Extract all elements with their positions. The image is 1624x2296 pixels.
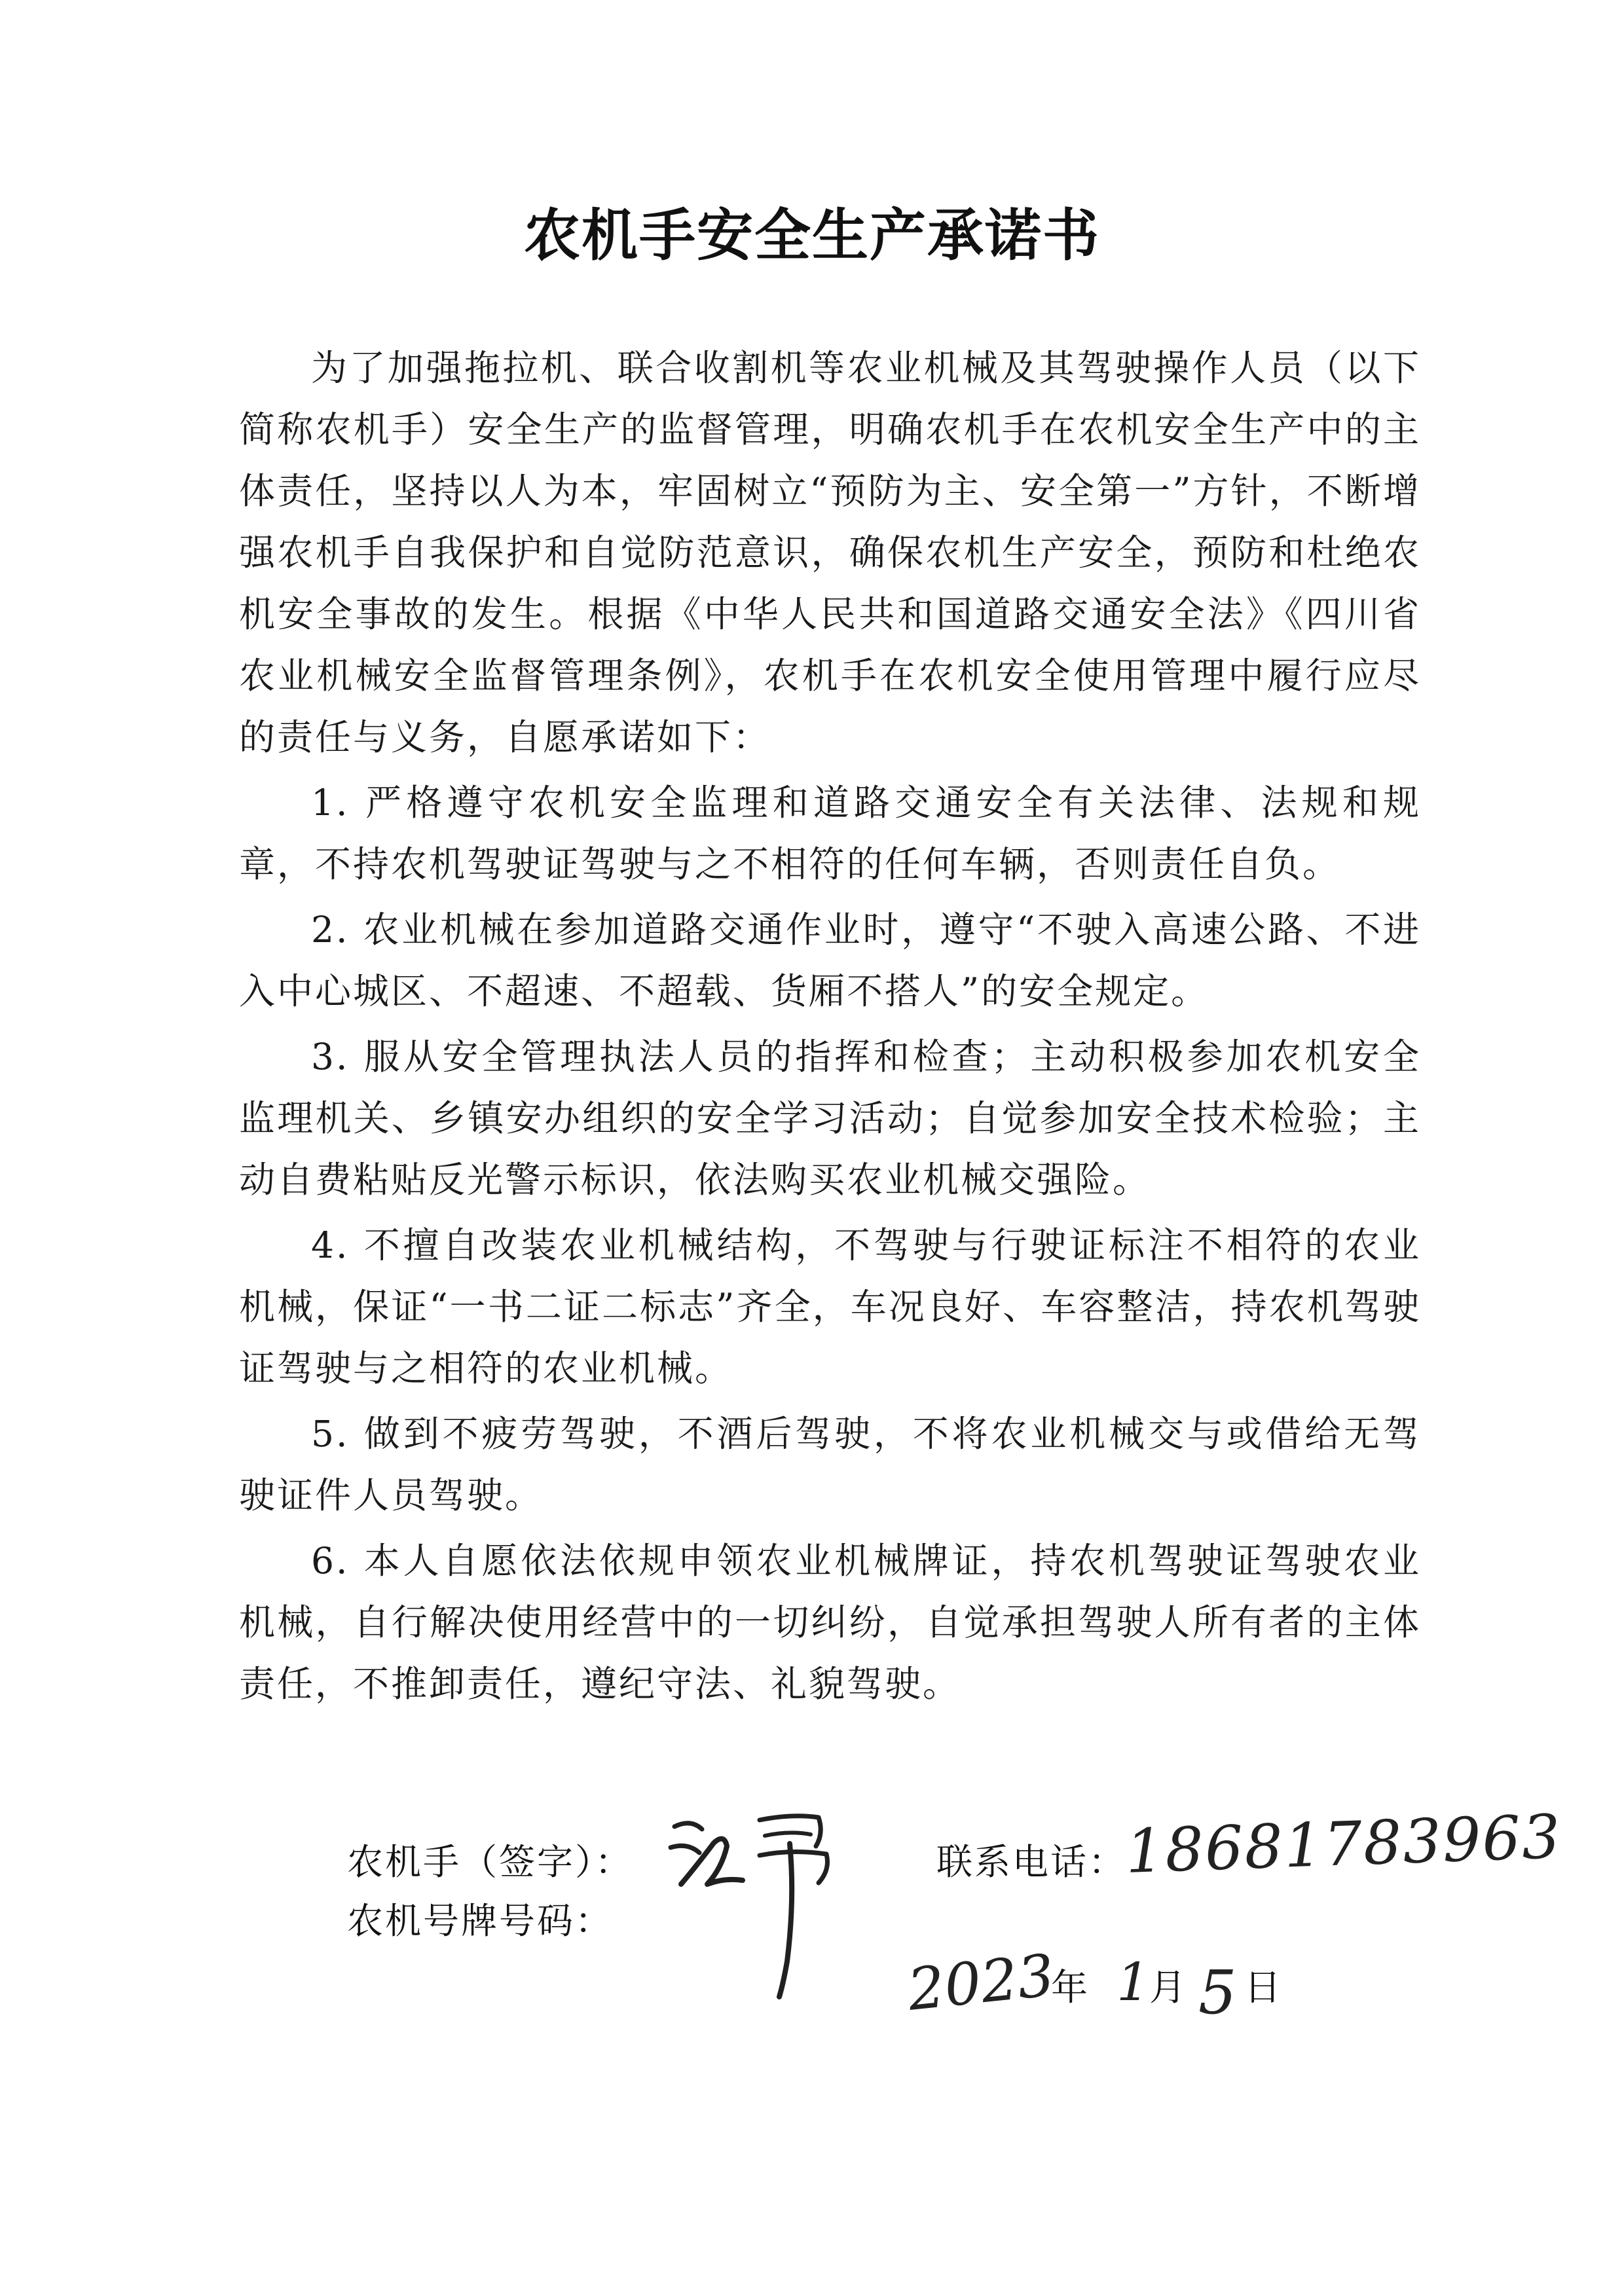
commitment-item-2: 2. 农业机械在参加道路交通作业时，遵守“不驶入高速公路、不进入中心城区、不超速、不超载、货厢不搭人”的安全规定。 — [239, 909, 1421, 1012]
phone-label: 联系电话： — [936, 1841, 1127, 1883]
commitment-item-6: 6. 本人自愿依法依规申领农业机械牌证，持农机驾驶证驾驶农业机械，自行解决使用经营中的一切纠纷，自觉承担驾驶人所有者的主体责任，不推卸责任，遵纪守法、礼貌驾驶。 — [239, 1540, 1421, 1705]
date-year-unit: 年 — [1051, 1967, 1088, 2009]
signer-label: 农机手（签字）： — [347, 1841, 633, 1883]
date-day-unit: 日 — [1244, 1967, 1281, 2009]
handwritten-phone-number — [1124, 1801, 1563, 1899]
date-line — [904, 1938, 1310, 2069]
date-month: 1 — [1116, 1952, 1150, 2013]
plate-number-label: 农机号牌号码： — [347, 1900, 614, 1942]
date-year: 2023 — [904, 1941, 1058, 2024]
commitment-item-4: 4. 不擅自改装农业机械结构，不驾驶与行驶证标注不相符的农业机械，保证“一书二证二标志”齐全，车况良好、车容整洁，持农机驾驶证驾驶与之相符的农业机械。 — [239, 1224, 1421, 1389]
commitment-item-1: 1. 严格遵守农机安全监理和道路交通安全有关法律、法规和规章，不持农机驾驶证驾驶与之不相符的任何车辆，否则责任自负。 — [239, 782, 1421, 885]
document-title: 农机手安全生产承诺书 — [524, 202, 1100, 268]
date-month-unit: 月 — [1149, 1967, 1186, 2009]
commitment-item-5: 5. 做到不疲劳驾驶，不酒后驾驶，不将农业机械交与或借给无驾驶证件人员驾驶。 — [239, 1413, 1421, 1516]
handwritten-signature — [661, 1807, 851, 2003]
document-body — [239, 337, 1421, 1715]
date-day: 5 — [1198, 1958, 1237, 2028]
intro-paragraph: 为了加强拖拉机、联合收割机等农业机械及其驾驶操作人员（以下简称农机手）安全生产的监督管理，明确农机手在农机安全生产中的主体责任，坚持以人为本，牢固树立“预防为主、安全第一”方针，不断增强农机手自我保护和自觉防范意识，确保农机生产安全，预防和杜绝农机安全事故的发生。根据《中华人民共和国道路交通安全法》《四川省农业机械安全监督管理条例》，农机手在农机安全使用管理中履行应尽的责任与义务，自愿承诺如下： — [239, 347, 1421, 758]
commitment-item-3: 3. 服从安全管理执法人员的指挥和检查；主动积极参加农机安全监理机关、乡镇安办组织的安全学习活动；自觉参加安全技术检验；主动自费粘贴反光警示标识，依法购买农业机械交强险。 — [239, 1036, 1421, 1201]
phone-value: 18681783963 — [1124, 1801, 1563, 1887]
